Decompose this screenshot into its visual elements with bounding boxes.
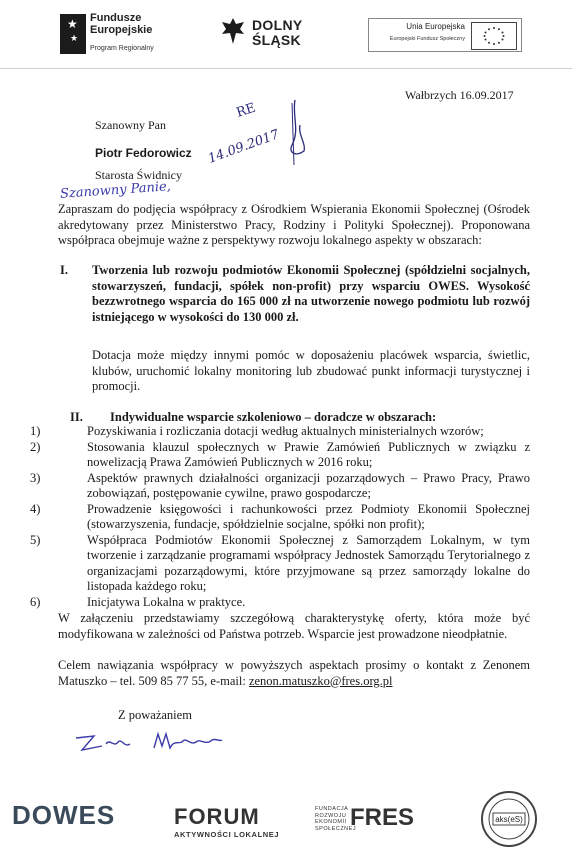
akses-badge-icon <box>480 790 538 848</box>
section1-text: Tworzenia lub rozwoju podmiotów Ekonomii Społecznej (spółdzielni socjalnych, stowarzyszeń, fundacji, spółek non-profit) przy wsparciu OWES. Wysokość bezzwrotnego wsparcia do 165 000 zł na utworzenie nowego podmiotu lub rozwój istniejącego w wysokości do 130 000 zł. <box>92 263 530 324</box>
list-item: 3) Aspektów prawnych działalności organizacji pozarządowych – Prawo Pracy, Prawo zobowiązań, postępowanie cywilne, prawo gospodarcze; <box>30 470 530 500</box>
badge-label: aks(eS) <box>495 815 523 824</box>
eagle-icon <box>220 16 246 46</box>
fe-logo-mark-icon: ★ ★ <box>60 14 86 54</box>
eu-subtitle: Europejski Fundusz Społeczny <box>389 36 465 42</box>
fres-logo: FRES <box>350 804 415 831</box>
section1-number: I. <box>60 263 68 277</box>
list-item: 6) Inicjatywa Lokalna w praktyce. <box>30 594 246 609</box>
email-link[interactable]: zenon.matuszko@fres.org.pl <box>248 673 393 688</box>
list-item: 1) Pozyskiwania i rozliczania dotacji według aktualnych ministerialnych wzorów; <box>30 424 484 438</box>
eu-title: Unia Europejska <box>406 22 465 31</box>
section2-heading: Indywidualne wsparcie szkoleniowo – doradcze w obszarach: <box>110 410 437 424</box>
recipient-title: Starosta Świdnicy <box>95 168 182 182</box>
stamp-date: 14.09.2017 <box>206 127 282 167</box>
list-item: 4) Prowadzenie księgowości i rachunkowości przez Podmioty Ekonomii Społecznej (stowarzyszenia, fundacje, spółdzielnie socjalne, spółki non profit); <box>30 501 530 531</box>
fres-logo-small-text: FUNDACJA ROZWOJU EKONOMII SPOŁECZNEJ <box>315 806 357 832</box>
signature-image <box>72 726 232 758</box>
eu-logo-box <box>368 18 522 52</box>
received-annotation <box>200 95 320 175</box>
header-divider <box>0 68 572 69</box>
eu-flag-icon <box>471 22 517 50</box>
recipient-name: Piotr Fedorowicz <box>95 146 192 160</box>
stamp-initials: RE <box>234 100 258 121</box>
handwritten-salutation: Szanowny Panie, <box>59 179 172 202</box>
salutation: Szanowny Pan <box>95 118 166 132</box>
contact-text: Celem nawiązania współpracy w powyższych aspektach prosimy o kontakt z Zenonem Matuszko – tel. 509 85 77 55, e-mail: <box>58 658 530 688</box>
ds-logo-line2: ŚLĄSK <box>252 32 301 48</box>
contact-paragraph <box>58 658 530 689</box>
intro-paragraph: Zapraszam do podjęcia współpracy z Ośrodkiem Wspierania Ekonomii Społecznej (Ośrodek akredytowany przez Ministerstwo Pracy, Rodziny i Polityki Społecznej). Proponowana współpraca obejmuje ważne z perspektywy rozwoju lokalnego aspekty w obszarach: <box>58 202 530 247</box>
ds-logo-line1: DOLNY <box>252 17 303 33</box>
regards: Z poważaniem <box>118 708 192 722</box>
dolny-slask-logo <box>220 14 330 54</box>
letter-date: Wałbrzych 16.09.2017 <box>405 88 514 102</box>
training-areas-list <box>30 424 530 610</box>
fe-logo-sub: Program Regionalny <box>90 45 154 52</box>
list-item: 2) Stosowania klauzul społecznych w Prawie Zamówień Publicznych w związku z nowelizacją Prawa Zamówień Publicznych w 2016 roku; <box>30 439 530 469</box>
fe-logo-line1: Fundusze <box>90 12 142 24</box>
forum-logo-sub: AKTYWNOŚCI LOKALNEJ <box>174 830 280 839</box>
list-item: 5) Współpraca Podmiotów Ekonomii Społecznej z Samorządem Lokalnym, w tym tworzenie i zarządzanie programami współpracy Jednostek Samorządu Terytorialnego z organizacjami pozarządowymi, które przyjmowane są przez samorządy lokalne do listopada każdego roku; <box>30 532 530 593</box>
section2-number: II. <box>70 410 83 424</box>
fe-logo-line2: Europejskie <box>90 24 153 36</box>
forum-logo: FORUM <box>174 804 260 829</box>
dotacja-paragraph: Dotacja może między innymi pomóc w doposażeniu placówek wsparcia, świetlic, klubów, uruchomić lokalny monitoring lub zbudować punkt informacji turystycznej i promocji. <box>92 348 530 393</box>
fundusze-europejskie-logo <box>60 12 180 60</box>
conclusion-paragraph: W załączeniu przedstawiamy szczegółową charakterystykę oferty, która może być modyfikowana w zależności od Państwa potrzeb. Wsparcie jest prowadzone nieodpłatnie. <box>58 611 530 641</box>
dowes-logo: DOWES <box>12 800 116 830</box>
